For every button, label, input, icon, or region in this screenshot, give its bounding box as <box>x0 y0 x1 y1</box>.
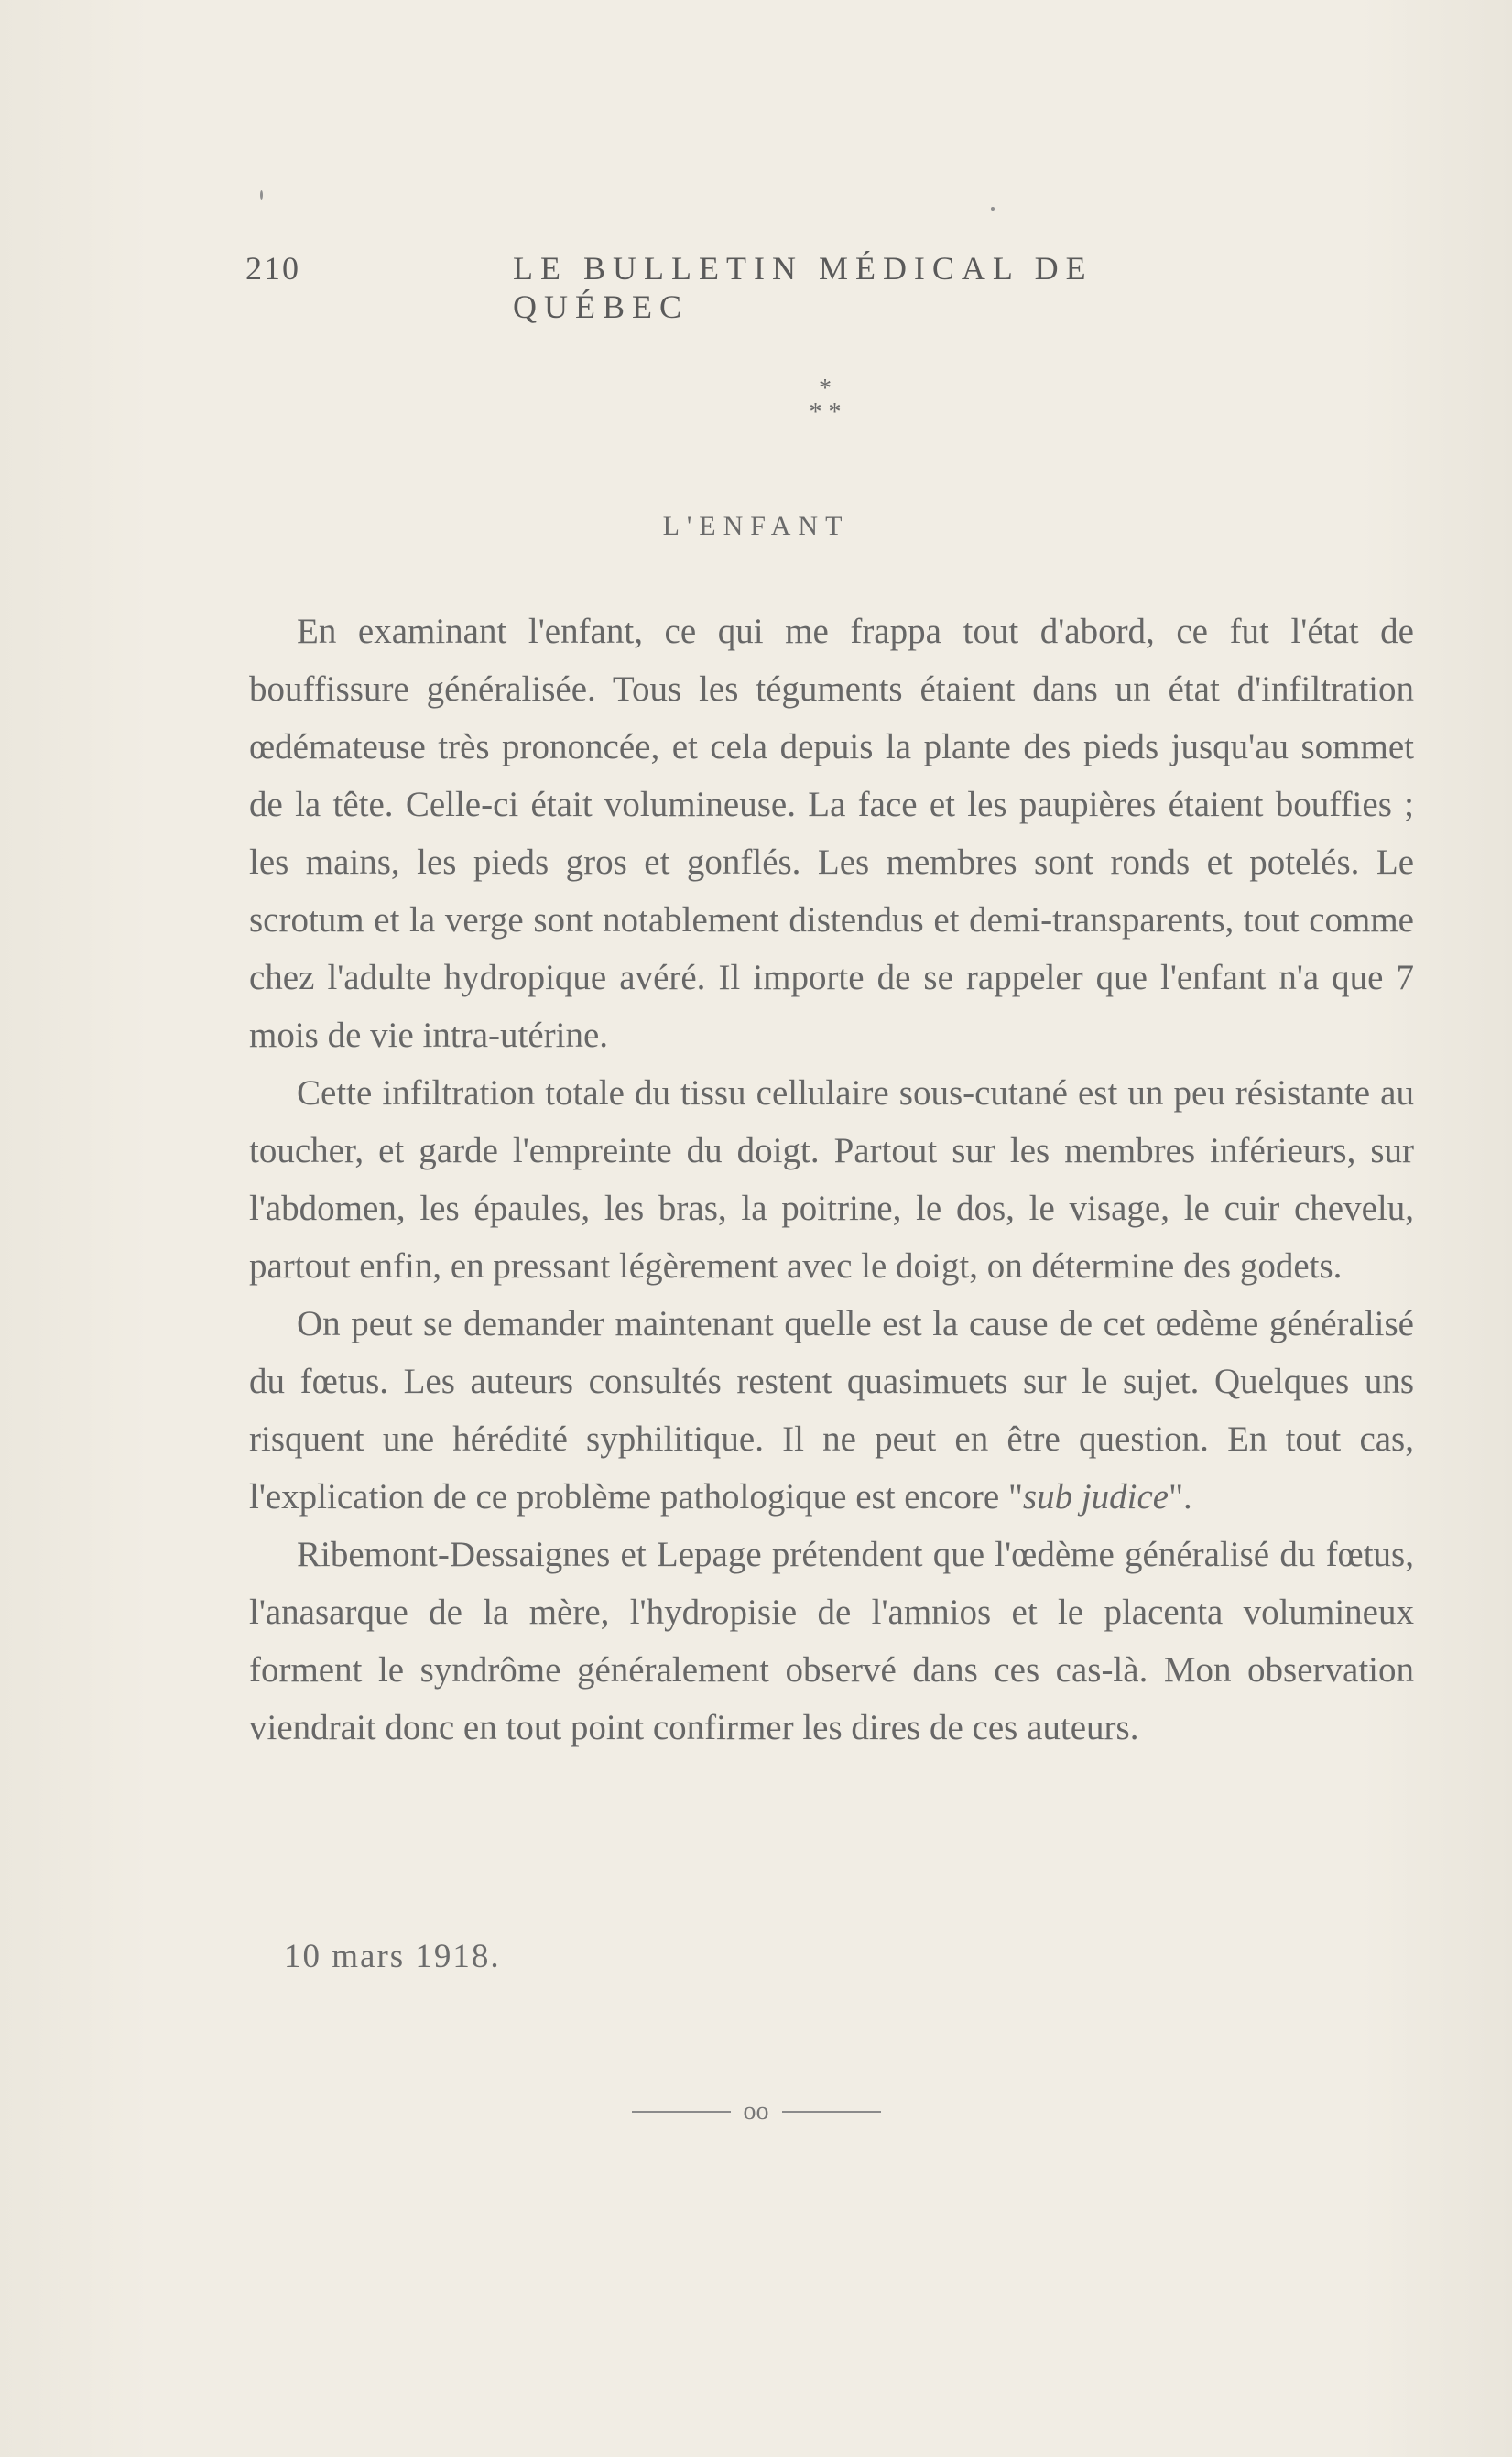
ornament-rule-left <box>632 2111 731 2113</box>
end-ornament <box>0 2093 1512 2130</box>
article-body <box>249 603 1414 1756</box>
paragraph-4: Ribemont-Dessaignes et Lepage prétendent que l'œdème généralisé du fœtus, l'anasarque de la mère, l'hydropisie de l'amnios et le placenta volumineux forment le syndrôme généralement observé dans ces cas-là. Mon observation viendrait donc en tout point confirmer les dires de ces auteurs. <box>249 1535 1414 1747</box>
running-header <box>245 249 1161 325</box>
running-title: LE BULLETIN MÉDICAL DE QUÉBEC <box>513 250 1093 325</box>
latin-phrase: sub judice <box>1022 1477 1169 1517</box>
asterism-bottom-stars: * * <box>809 398 842 427</box>
paragraph-1: En examinant l'enfant, ce qui me frappa tout d'abord, ce fut l'état de bouffissure généralisée. Tous les téguments étaient dans un état d'infiltration œdémateuse très prononcée, et cela depuis la plante des pieds jusqu'au sommet de la tête. Celle-ci était volumineuse. La face et les paupières étaient bouffies ; les mains, les pieds gros et gonflés. Les membres sont ronds et potelés. Le scrotum et la verge sont notablement distendus et demi-transparents, tout comme chez l'adulte hydropique avéré. Il importe de se rappeler que l'enfant n'a que 7 mois de vie intra-utérine. <box>249 612 1414 1055</box>
paragraph-2: Cette infiltration totale du tissu cellulaire sous-cutané est un peu résistante au toucher, et garde l'empreinte du doigt. Partout sur les membres inférieurs, sur l'abdomen, les épaules, les bras, la poitrine, le dos, le visage, le cuir chevelu, partout enfin, en pressant légèrement avec le doigt, on détermine des godets. <box>249 1073 1414 1286</box>
ornament-mark: oo <box>743 2097 769 2125</box>
paper-speck <box>991 207 995 211</box>
asterism-top-star: * <box>819 375 832 403</box>
paragraph-3-text: On peut se demander maintenant quelle est la cause de cet œdème généralisé du fœtus. Les auteurs consultés restent quasimuets sur le sujet. Quelques uns risquent une hérédité syphilitique. Il ne peut en être question. En tout cas, l'explication de ce problème pathologique est encore " <box>249 1304 1414 1517</box>
asterism <box>789 377 862 425</box>
paragraph-3 <box>249 1295 1414 1526</box>
section-title: L'ENFANT <box>662 511 850 541</box>
page-number: 210 <box>245 250 300 287</box>
paragraph-3-end: ". <box>1169 1477 1192 1517</box>
paper-speck <box>260 190 263 200</box>
ornament-rule-right <box>782 2111 881 2113</box>
date-line: 10 mars 1918. <box>284 1938 501 1975</box>
